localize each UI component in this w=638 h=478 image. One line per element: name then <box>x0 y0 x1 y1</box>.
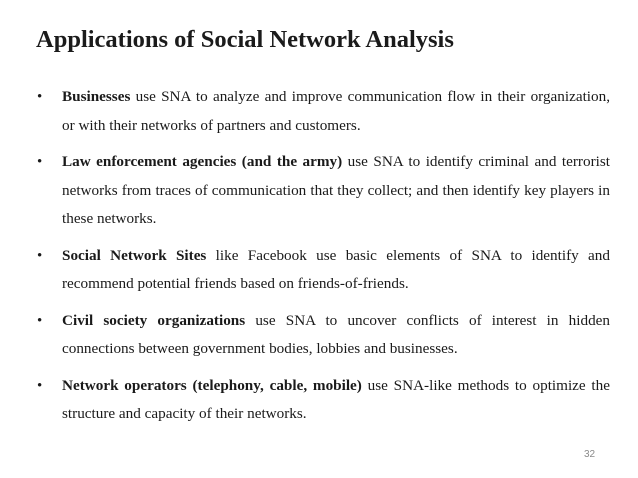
bullet-bold-term: Businesses <box>62 88 131 105</box>
bullet-item-civil-society <box>37 307 610 364</box>
bullet-body: like Facebook use basic elements of SNA to identify and recommend potential friends based on friends-of-friends. <box>62 246 610 292</box>
bullet-dot-icon: • <box>37 312 43 329</box>
slide-title: Applications of Social Network Analysis <box>36 26 454 53</box>
bullet-dot-icon: • <box>37 154 43 170</box>
bullet-item-network-operators <box>37 372 610 429</box>
bullet-text <box>62 83 610 140</box>
bullet-text <box>62 242 610 299</box>
bullet-body: use SNA-like methods to optimize the structure and capacity of their networks. <box>62 376 610 422</box>
bullet-item-businesses <box>37 83 610 140</box>
bullet-dot-icon: • <box>37 377 43 394</box>
bullet-text <box>62 148 610 234</box>
bullet-item-law-enforcement <box>37 148 610 234</box>
bullet-item-social-network-sites <box>37 242 610 299</box>
bullet-body: use SNA to analyze and improve communication flow in their organization, or with their networks of partners and customers. <box>62 88 610 134</box>
bullet-bold-term: Network operators (telephony, cable, mobile) <box>62 376 362 394</box>
bullet-dot-icon: • <box>37 247 43 264</box>
bullet-body: use SNA to identify criminal and terrorist networks from traces of communication that they collect; and then identify key players in these networks. <box>62 153 610 227</box>
bullet-bold-term: Law enforcement agencies (and the army) <box>62 153 343 170</box>
page-number: 32 <box>584 449 596 460</box>
bullet-body: use SNA to uncover conflicts of interest in hidden connections between government bodies, lobbies and businesses. <box>62 311 610 357</box>
bullet-text <box>62 372 610 429</box>
bullet-dot-icon: • <box>37 89 43 105</box>
bullet-list <box>37 83 610 437</box>
bullet-bold-term: Civil society organizations <box>62 311 246 329</box>
bullet-bold-term: Social Network Sites <box>62 246 207 264</box>
bullet-text <box>62 307 610 364</box>
